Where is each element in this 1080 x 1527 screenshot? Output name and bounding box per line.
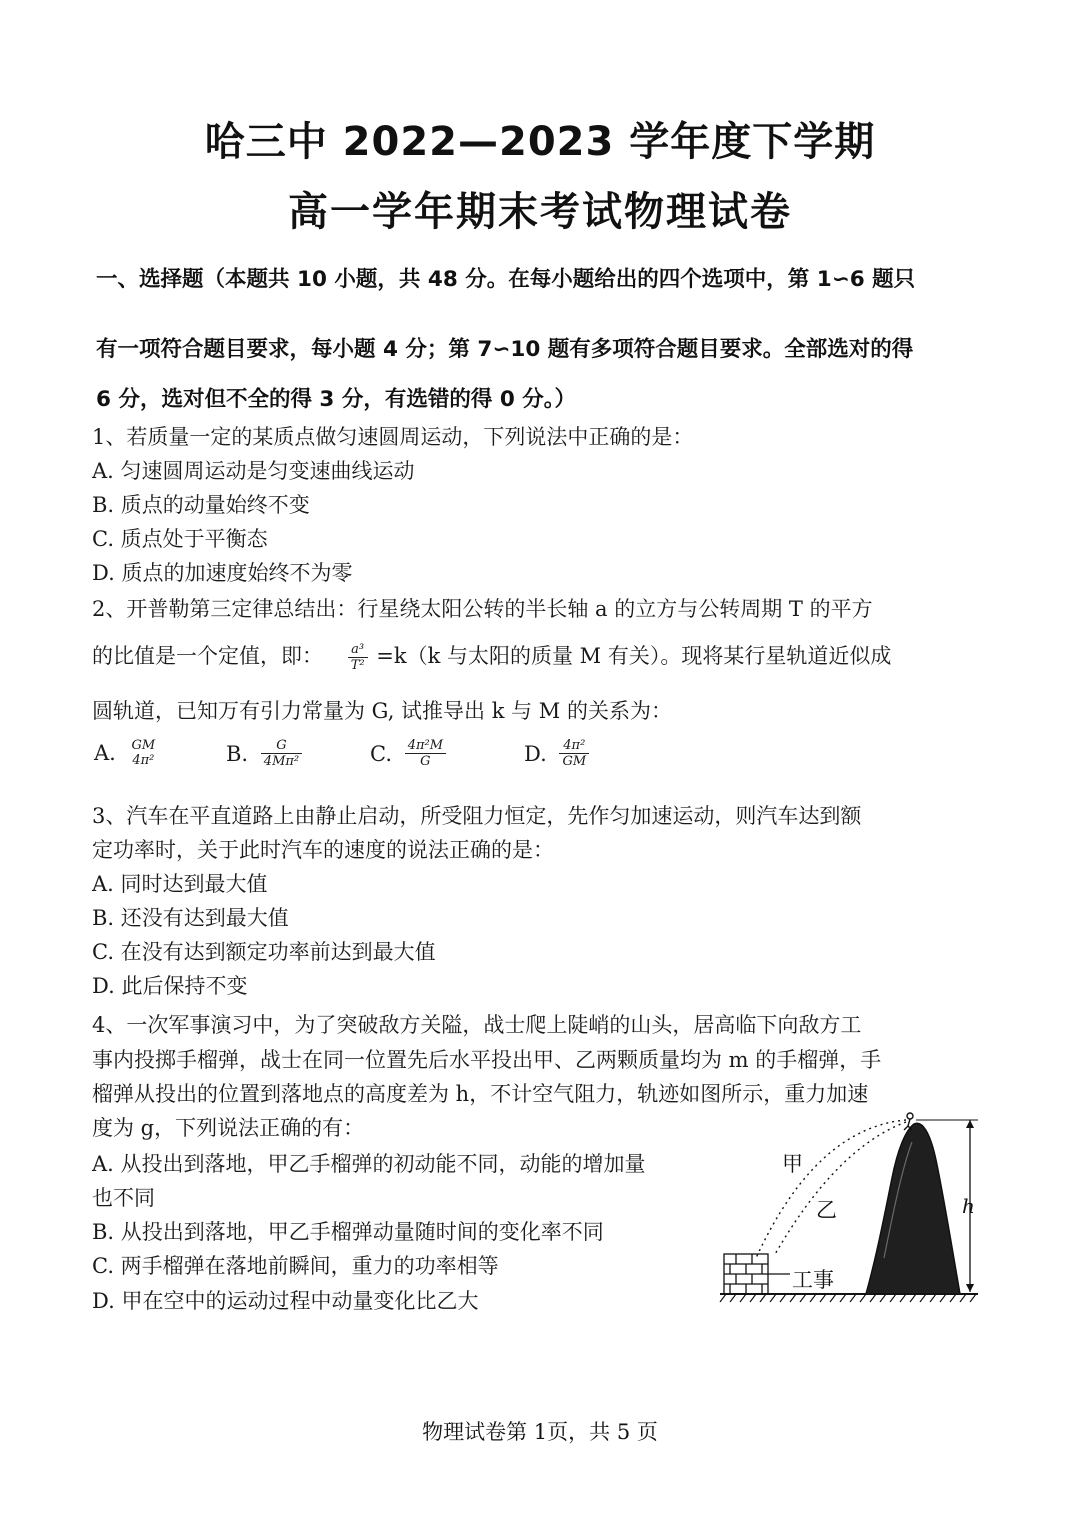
q2-option-d-den: GM xyxy=(562,754,587,769)
ground-hatching xyxy=(720,1294,976,1302)
q2-option-c-den: G xyxy=(420,754,431,769)
q2-stem-line2 xyxy=(92,640,891,673)
q4-stem-line1: 4、一次军事演习中，为了突破敌方关隘，战士爬上陡峭的山头，居高临下向敌方工 xyxy=(92,1013,862,1037)
bunker-wall xyxy=(724,1254,768,1294)
section-instructions-line2: 有一项符合题目要求，每小题 4 分；第 7∽10 题有多项符合题目要求。全部选对的得 xyxy=(96,337,914,362)
q2-stem-line2-post: =k（k 与太阳的质量 M 有关）。现将某行星轨道近似成 xyxy=(376,644,892,668)
height-arrow-bottom xyxy=(966,1284,974,1292)
q4-stem-line4: 度为 g，下列说法正确的有： xyxy=(92,1116,365,1140)
q4-option-a-line1: A. 从投出到落地，甲乙手榴弹的初动能不同，动能的增加量 xyxy=(92,1152,646,1176)
section-instructions-line1: 一、选择题（本题共 10 小题，共 48 分。在每小题给出的四个选项中，第 1∽6 题只 xyxy=(96,267,916,292)
label-h: h xyxy=(962,1194,975,1218)
q3-stem-line1: 3、汽车在平直道路上由静止启动，所受阻力恒定，先作匀加速运动，则汽车达到额 xyxy=(92,804,862,828)
exam-title-line2: 高一学年期末考试物理试卷 xyxy=(288,189,792,235)
q2-stem-line2-pre: 的比值是一个定值，即： xyxy=(92,644,323,668)
page-footer: 物理试卷第 1页，共 5 页 xyxy=(422,1420,658,1444)
mountain-shape xyxy=(866,1123,960,1294)
q2-option-d-label: D. xyxy=(524,741,547,766)
q4-stem-line2: 事内投掷手榴弹，战士在同一位置先后水平投出甲、乙两颗质量均为 m 的手榴弹，手 xyxy=(92,1048,882,1072)
q2-option-c-fraction xyxy=(405,738,446,769)
q1-option-b: B. 质点的动量始终不变 xyxy=(92,493,310,517)
q3-stem-line2: 定功率时，关于此时汽车的速度的说法正确的是： xyxy=(92,838,554,862)
q3-option-a: A. 同时达到最大值 xyxy=(92,872,268,896)
q2-option-a-den: 4π² xyxy=(132,753,155,768)
q2-option-a-fraction xyxy=(129,738,159,768)
q2-stem-line1: 2、开普勒第三定律总结出：行星绕太阳公转的半长轴 a 的立方与公转周期 T 的平方 xyxy=(92,597,873,621)
q4-option-d: D. 甲在空中的运动过程中动量变化比乙大 xyxy=(92,1289,479,1313)
height-arrow-top xyxy=(966,1120,974,1128)
q2-option-b-label: B. xyxy=(226,741,249,766)
label-yi: 乙 xyxy=(816,1198,837,1222)
q2-option-a-label: A. xyxy=(94,741,116,765)
q2-option-d xyxy=(524,738,589,769)
section-instructions-line3: 6 分，选对但不全的得 3 分，有选错的得 0 分。） xyxy=(96,387,577,412)
q3-option-c: C. 在没有达到额定功率前达到最大值 xyxy=(92,940,436,964)
q1-option-a: A. 匀速圆周运动是匀变速曲线运动 xyxy=(92,459,415,483)
q1-option-c: C. 质点处于平衡态 xyxy=(92,527,268,551)
q2-stem-line3: 圆轨道，已知万有引力常量为 G, 试推导出 k 与 M 的关系为： xyxy=(92,699,672,723)
q2-option-b-den: 4Mπ² xyxy=(263,754,300,769)
q1-stem: 1、若质量一定的某质点做匀速圆周运动，下列说法中正确的是： xyxy=(92,425,694,449)
q2-option-b-num: G xyxy=(261,738,302,754)
q2-option-d-num: 4π² xyxy=(559,738,589,754)
q4-option-c: C. 两手榴弹在落地前瞬间，重力的功率相等 xyxy=(92,1254,499,1278)
q2-option-a xyxy=(94,738,158,768)
q2-option-b-fraction xyxy=(261,738,302,769)
label-jia: 甲 xyxy=(782,1152,803,1176)
q4-stem-line3: 榴弹从投出的位置到落地点的高度差为 h，不计空气阻力，轨迹如图所示，重力加速 xyxy=(92,1082,869,1106)
label-gongshi: 工事 xyxy=(792,1268,834,1292)
trajectory-diagram xyxy=(716,1108,986,1308)
q2-option-c xyxy=(370,738,446,769)
kepler-fraction-denominator: T² xyxy=(350,658,365,673)
q2-option-c-label: C. xyxy=(370,741,392,766)
q2-option-b xyxy=(226,738,302,769)
q4-option-a-line2: 也不同 xyxy=(92,1186,155,1210)
kepler-fraction-numerator: a³ xyxy=(348,642,368,658)
q2-option-c-num: 4π²M xyxy=(405,738,446,754)
q1-option-d: D. 质点的加速度始终不为零 xyxy=(92,561,353,585)
kepler-fraction xyxy=(348,642,368,673)
grenade-trajectory-figure xyxy=(716,1108,986,1308)
exam-title-line1: 哈三中 2022—2023 学年度下学期 xyxy=(204,119,876,165)
q4-option-b: B. 从投出到落地，甲乙手榴弹动量随时间的变化率不同 xyxy=(92,1220,604,1244)
q3-option-b: B. 还没有达到最大值 xyxy=(92,906,289,930)
q3-option-d: D. 此后保持不变 xyxy=(92,974,248,998)
q2-option-a-num: GM xyxy=(131,738,156,753)
q2-option-d-fraction xyxy=(559,738,589,769)
